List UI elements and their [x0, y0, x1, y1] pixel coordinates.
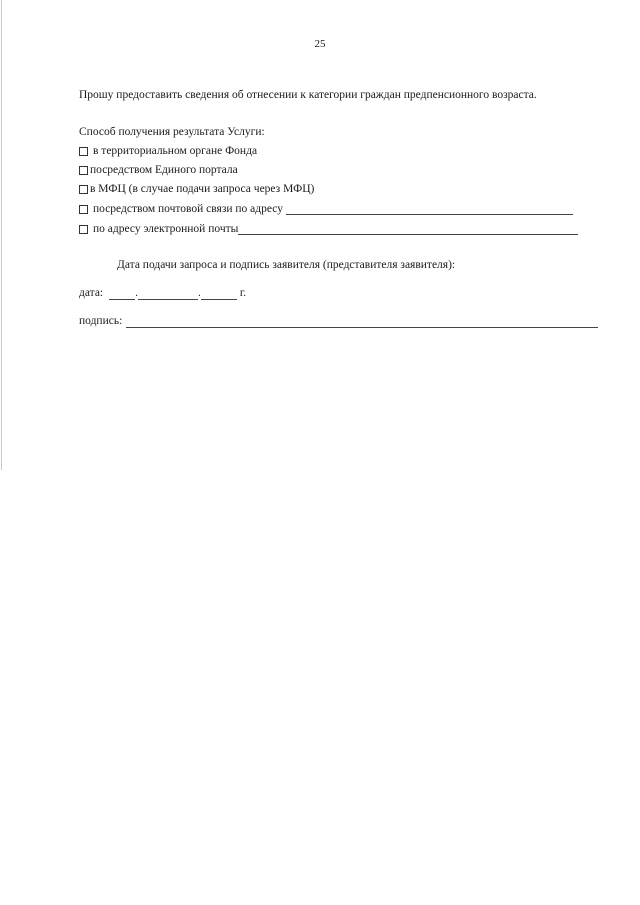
option-label: посредством Единого портала [90, 164, 238, 176]
date-separator: . [135, 287, 138, 299]
date-year-field[interactable] [201, 288, 237, 300]
option-label: посредством почтовой связи по адресу [93, 203, 283, 215]
email-field[interactable] [238, 223, 578, 235]
date-label: дата: [79, 287, 104, 299]
option-label: в территориальном органе Фонда [93, 145, 258, 157]
date-separator: . [198, 287, 201, 299]
year-suffix: г. [239, 287, 247, 299]
date-day-field[interactable] [109, 288, 135, 300]
result-method-title: Способ получения результата Услуги: [79, 126, 265, 138]
signature-field[interactable] [126, 316, 598, 328]
page-number: 25 [314, 38, 326, 50]
signature-label: подпись: [79, 315, 123, 327]
checkbox-territorial-office[interactable] [79, 147, 88, 156]
option-territorial-office[interactable] [79, 144, 257, 158]
date-signature-title: Дата подачи запроса и подпись заявителя (представителя заявителя): [117, 259, 456, 271]
checkbox-mfc[interactable] [79, 185, 88, 194]
request-text: Прошу предоставить сведения об отнесении к категории граждан предпенсионного возраста. [79, 89, 537, 101]
checkbox-unified-portal[interactable] [79, 166, 88, 175]
option-email[interactable] [79, 222, 578, 236]
page-edge [1, 0, 2, 470]
checkbox-email[interactable] [79, 225, 88, 234]
option-label: в МФЦ (в случае подачи запроса через МФЦ) [90, 183, 315, 195]
option-postal[interactable] [79, 202, 573, 216]
signature-row [79, 314, 598, 328]
checkbox-postal[interactable] [79, 205, 88, 214]
option-unified-portal[interactable] [79, 163, 238, 177]
option-mfc[interactable] [79, 182, 314, 196]
postal-address-field[interactable] [286, 203, 573, 215]
option-label: по адресу электронной почты [93, 223, 239, 235]
date-month-field[interactable] [138, 288, 198, 300]
date-row [79, 286, 246, 300]
